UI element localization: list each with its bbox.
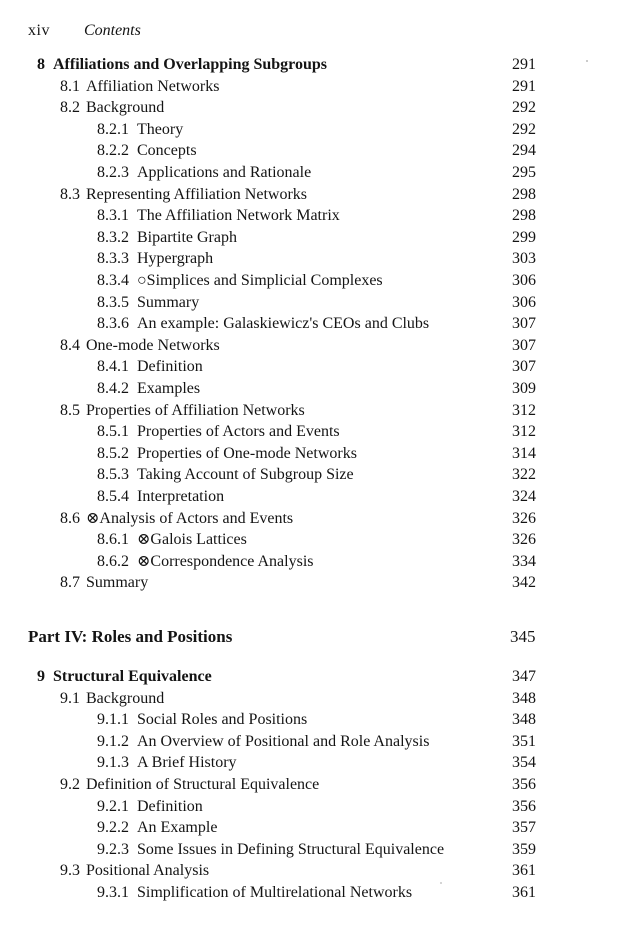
- toc-entry-sub: [0, 119, 638, 141]
- toc-entry-title: A Brief History: [137, 754, 237, 772]
- paper-speck: [586, 60, 588, 62]
- toc-entry-number: 9.1.1: [97, 711, 129, 729]
- toc-entry-title: Representing Affiliation Networks: [86, 185, 307, 203]
- toc-entry-page: 361: [512, 884, 536, 901]
- toc-entry-page: 294: [512, 142, 536, 160]
- toc-entry-page: 309: [512, 380, 536, 397]
- toc-entry-page: 306: [512, 272, 536, 289]
- toc-entry-chapter: [0, 666, 638, 688]
- toc-entry-title: Background: [86, 689, 165, 707]
- toc-entry-sub: [0, 752, 638, 774]
- toc-entry-sub: [0, 486, 638, 508]
- toc-entry-title: Social Roles and Positions: [137, 711, 308, 729]
- toc-entry-number: 8.3.6: [97, 315, 129, 333]
- toc-entry-number: 8.2.2: [97, 142, 129, 160]
- toc-entry-page: 314: [512, 444, 536, 462]
- toc-entry-title: One-mode Networks: [86, 336, 220, 354]
- toc-entry-sub: [0, 227, 638, 249]
- toc-entry-page: 326: [512, 531, 536, 549]
- toc-entry-sub: [0, 162, 638, 184]
- toc-entry-title: Definition: [137, 797, 203, 815]
- toc-entry-number: 8.3.3: [97, 250, 129, 268]
- toc-entry-sub: [0, 421, 638, 443]
- toc-entry-page: 299: [512, 228, 536, 246]
- toc-entry-page: 347: [512, 668, 536, 685]
- toc-entry-title: Structural Equivalence: [53, 668, 212, 685]
- toc-entry-page: 345: [510, 627, 536, 646]
- toc-entry-title: Applications and Rationale: [137, 164, 312, 181]
- toc-entry-page: 356: [512, 797, 536, 815]
- toc-entry-title: Interpretation: [137, 488, 225, 505]
- toc-entry-section: [0, 688, 638, 710]
- toc-entry-number: 9.2.3: [97, 840, 129, 858]
- toc-entry-title: An Overview of Positional and Role Analysis: [137, 732, 430, 750]
- toc-entry-number: 8.3.1: [97, 207, 129, 225]
- toc-entry-number: 8.1: [60, 77, 80, 95]
- toc-entry-page: 361: [512, 862, 536, 880]
- toc-entry-section: [0, 97, 638, 119]
- toc-entry-title: ⊗Correspondence Analysis: [137, 552, 314, 570]
- toc-entry-section: [0, 400, 638, 422]
- toc-entry-sub: [0, 248, 638, 270]
- toc-entry-title: Summary: [137, 293, 200, 311]
- toc-entry-title: Some Issues in Defining Structural Equivalence: [137, 840, 445, 858]
- toc-entry-number: 8.5.3: [97, 466, 129, 484]
- toc-entry-title: ⊗Galois Lattices: [137, 531, 247, 549]
- toc-entry-number: 9.1.3: [97, 754, 129, 772]
- toc-entry-title: Simplification of Multirelational Networks: [137, 884, 413, 901]
- toc-entry-title: Definition of Structural Equivalence: [86, 776, 320, 793]
- toc-entry-sub: [0, 551, 638, 573]
- toc-entry-number: 8.3.4: [97, 272, 129, 289]
- toc-entry-page: 312: [512, 423, 536, 441]
- toc-entry-number: 8.5.2: [97, 444, 129, 462]
- toc-entry-number: 8.3: [60, 185, 80, 203]
- toc-entry-title: Properties of Affiliation Networks: [86, 401, 305, 419]
- toc-entry-sub: [0, 313, 638, 335]
- toc-entry-sub: [0, 378, 638, 400]
- toc-entry-sub: [0, 709, 638, 731]
- toc-entry-section: [0, 508, 638, 530]
- toc-entry-title: ○Simplices and Simplicial Complexes: [137, 272, 383, 289]
- toc-entry-section: [0, 184, 638, 206]
- toc-entry-number: 8.5: [60, 401, 80, 419]
- toc-entry-number: 8.4.1: [97, 358, 129, 376]
- toc-entry-section: [0, 774, 638, 796]
- toc-entry-number: 8.6.2: [97, 552, 129, 570]
- toc-entry-title: Concepts: [137, 142, 197, 160]
- toc-entry-sub: [0, 140, 638, 162]
- toc-entry-number: 8.4.2: [97, 380, 129, 397]
- toc-entry-page: 357: [512, 819, 536, 837]
- toc-entry-title: Taking Account of Subgroup Size: [137, 466, 354, 484]
- toc-entry-number: 9.1.2: [97, 732, 129, 750]
- toc-entry-section: [0, 572, 638, 594]
- toc-entry-number: 9.1: [60, 689, 80, 707]
- toc-entry-title: Theory: [137, 120, 184, 138]
- toc-entry-section: [0, 76, 638, 98]
- toc-entry-number: 8.3.2: [97, 228, 129, 246]
- toc-entry-number: 8.3.5: [97, 293, 129, 311]
- toc-entry-page: 342: [512, 574, 536, 592]
- toc-entry-page: 326: [512, 509, 536, 527]
- toc-entry-number: 8.5.1: [97, 423, 129, 441]
- toc-entry-title: An Example: [137, 819, 218, 837]
- toc-entry-number: 8.2: [60, 99, 80, 117]
- toc-entry-page: 291: [512, 77, 536, 95]
- toc-entry-title: Definition: [137, 358, 203, 376]
- toc-entry-sub: [0, 443, 638, 465]
- toc-entry-sub: [0, 882, 638, 904]
- toc-entry-number: 9.2.1: [97, 797, 129, 815]
- toc-entry-page: 312: [512, 401, 536, 419]
- toc-entry-number: 8.4: [60, 336, 80, 354]
- toc-entry-sub: [0, 817, 638, 839]
- toc-entry-page: 324: [512, 488, 536, 505]
- toc-entry-title: Properties of One-mode Networks: [137, 444, 357, 462]
- toc-entry-page: 298: [512, 207, 536, 225]
- toc-entry-number: 8.5.4: [97, 488, 129, 505]
- toc-entry-number: 8.2.1: [97, 120, 129, 138]
- toc-entry-title: Bipartite Graph: [137, 228, 237, 246]
- toc-entry-page: 292: [512, 120, 536, 138]
- toc-entry-sub: [0, 796, 638, 818]
- toc-entry-number: 9.3.1: [97, 884, 129, 901]
- toc-entry-title: Properties of Actors and Events: [137, 423, 340, 441]
- toc-entry-title: ⊗Analysis of Actors and Events: [86, 509, 294, 527]
- toc-entry-page: 298: [512, 185, 536, 203]
- toc-entry-number: 8.2.3: [97, 164, 129, 181]
- toc-entry-number: 8.7: [60, 574, 80, 592]
- toc-entry-sub: [0, 356, 638, 378]
- header-page-number: xiv: [28, 22, 50, 39]
- toc-entry-section: [0, 860, 638, 882]
- toc-entry-page: 307: [512, 315, 536, 333]
- toc-entry-title: The Affiliation Network Matrix: [137, 207, 340, 225]
- toc-entry-page: 356: [512, 776, 536, 793]
- toc-entry-title: Affiliation Networks: [86, 77, 220, 95]
- toc-entry-page: 334: [512, 552, 536, 570]
- toc-entry-sub: [0, 731, 638, 753]
- toc-entry-section: [0, 335, 638, 357]
- toc-entry-title: An example: Galaskiewicz's CEOs and Clubs: [137, 315, 430, 333]
- toc-entry-page: 348: [512, 711, 536, 729]
- toc-entry-title: Affiliations and Overlapping Subgroups: [53, 56, 328, 73]
- toc-entry-page: 303: [512, 250, 536, 268]
- toc-entry-part: [0, 626, 638, 648]
- toc-entry-chapter: [0, 54, 638, 76]
- toc-entry-sub: [0, 270, 638, 292]
- toc-entry-number: 8.6.1: [97, 531, 129, 549]
- running-header: [28, 19, 141, 43]
- toc-entry-title: Positional Analysis: [86, 862, 210, 880]
- toc-entry-title: Examples: [137, 380, 201, 397]
- toc-entry-number: 8.6: [60, 509, 80, 527]
- toc-entry-number: 9.3: [60, 862, 80, 880]
- toc-entry-page: 351: [512, 732, 536, 750]
- toc-entry-title: Background: [86, 99, 165, 117]
- toc-entry-page: 307: [512, 358, 536, 376]
- header-running-title: Contents: [83, 22, 141, 39]
- toc-entry-number: 9.2.2: [97, 819, 129, 837]
- toc-entry-page: 354: [512, 754, 536, 772]
- toc-entry-page: 348: [512, 689, 536, 707]
- toc-entry-title: Part IV: Roles and Positions: [28, 627, 233, 646]
- toc-entry-page: 307: [512, 336, 536, 354]
- toc-entry-number: 9.2: [60, 776, 80, 793]
- toc-entry-number: 8: [37, 56, 45, 73]
- toc-entry-page: 322: [512, 466, 536, 484]
- toc-entry-page: 292: [512, 99, 536, 117]
- toc-entry-title: Hypergraph: [137, 250, 214, 268]
- paper-speck: [440, 882, 442, 884]
- toc-entry-page: 291: [512, 56, 536, 73]
- toc-entry-sub: [0, 292, 638, 314]
- toc-entry-page: 359: [512, 840, 536, 858]
- toc-entry-title: Summary: [86, 574, 149, 592]
- toc-entry-page: 295: [512, 164, 536, 181]
- toc-entry-number: 9: [37, 668, 45, 685]
- toc-entry-page: 306: [512, 293, 536, 311]
- toc-entry-sub: [0, 205, 638, 227]
- toc-entry-sub: [0, 839, 638, 861]
- toc-entry-sub: [0, 464, 638, 486]
- toc-entry-sub: [0, 529, 638, 551]
